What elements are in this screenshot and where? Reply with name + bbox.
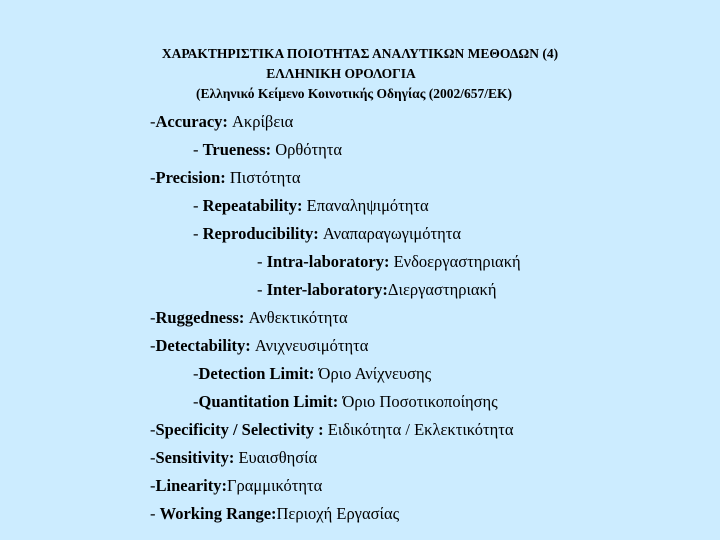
list-item-precision bbox=[150, 164, 301, 192]
list-item-detectability bbox=[150, 332, 368, 360]
item-greek: Γραμμικότητα bbox=[227, 476, 323, 495]
item-greek: Επαναληψιμότητα bbox=[302, 196, 429, 215]
slide-title bbox=[0, 44, 720, 104]
item-prefix: - bbox=[193, 140, 203, 159]
list-item-specificity-selectivity bbox=[150, 416, 514, 444]
item-greek: Περιοχή Εργασίας bbox=[276, 504, 400, 523]
item-prefix: - bbox=[150, 448, 156, 467]
item-term: Sensitivity: bbox=[155, 448, 235, 467]
item-greek: Ενδοεργαστηριακή bbox=[389, 252, 521, 271]
title-line-2: ΕΛΛΗΝΙΚΗ ΟΡΟΛΟΓΙΑ bbox=[266, 66, 416, 81]
item-prefix: - bbox=[150, 504, 160, 523]
item-prefix: - bbox=[257, 280, 267, 299]
item-term: Detectability: bbox=[155, 336, 251, 355]
item-term: Linearity: bbox=[155, 476, 227, 495]
item-prefix: - bbox=[193, 364, 199, 383]
item-term: Working Range: bbox=[159, 504, 277, 523]
item-term: Specificity / Selectivity : bbox=[155, 420, 324, 439]
list-item-accuracy bbox=[150, 108, 293, 136]
item-greek: Ευαισθησία bbox=[234, 448, 318, 467]
item-prefix: - bbox=[150, 476, 156, 495]
item-greek: Όριο Ποσοτικοποίησης bbox=[338, 392, 498, 411]
item-prefix: - bbox=[150, 168, 156, 187]
item-prefix: - bbox=[193, 196, 203, 215]
list-item-repeatability bbox=[193, 192, 429, 220]
item-prefix: - bbox=[193, 392, 199, 411]
title-line-1: ΧΑΡΑΚΤΗΡΙΣΤΙΚΑ ΠΟΙΟΤΗΤΑΣ ΑΝΑΛΥΤΙΚΩΝ ΜΕΘΟΔΩΝ (4) bbox=[161, 46, 559, 61]
list-item-quantitation-limit bbox=[193, 388, 498, 416]
item-term: Trueness: bbox=[202, 140, 272, 159]
item-term: Intra-laboratory: bbox=[266, 252, 390, 271]
item-greek: Ανιχνευσιμότητα bbox=[250, 336, 369, 355]
list-item-working-range bbox=[150, 500, 399, 528]
item-prefix: - bbox=[150, 112, 156, 131]
item-greek: Ακρίβεια bbox=[227, 112, 294, 131]
item-term: Precision: bbox=[155, 168, 226, 187]
item-greek: Ειδικότητα / Εκλεκτικότητα bbox=[323, 420, 514, 439]
list-item-ruggedness bbox=[150, 304, 348, 332]
item-greek: Ανθεκτικότητα bbox=[244, 308, 348, 327]
item-prefix: - bbox=[257, 252, 267, 271]
list-item-detection-limit bbox=[193, 360, 431, 388]
list-item-sensitivity bbox=[150, 444, 317, 472]
item-term: Ruggedness: bbox=[155, 308, 245, 327]
item-greek: Πιστότητα bbox=[225, 168, 301, 187]
item-prefix: - bbox=[150, 336, 156, 355]
title-line-3: (Ελληνικό Κείμενο Κοινοτικής Οδηγίας (2002/657/ΕΚ) bbox=[195, 86, 513, 101]
item-greek: Αναπαραγωγιμότητα bbox=[318, 224, 462, 243]
item-prefix: - bbox=[150, 308, 156, 327]
list-item-linearity bbox=[150, 472, 322, 500]
list-item-reproducibility bbox=[193, 220, 461, 248]
item-prefix: - bbox=[193, 224, 203, 243]
item-term: Reproducibility: bbox=[202, 224, 319, 243]
item-term: Inter-laboratory: bbox=[266, 280, 388, 299]
item-greek: Όριο Ανίχνευσης bbox=[314, 364, 432, 383]
item-term: Accuracy: bbox=[155, 112, 228, 131]
item-greek: Διεργαστηριακή bbox=[387, 280, 497, 299]
item-term: Repeatability: bbox=[202, 196, 303, 215]
item-term: Quantitation Limit: bbox=[198, 392, 339, 411]
item-greek: Ορθότητα bbox=[271, 140, 343, 159]
item-term: Detection Limit: bbox=[198, 364, 315, 383]
list-item-trueness bbox=[193, 136, 342, 164]
list-item-intra-laboratory bbox=[257, 248, 521, 276]
list-item-inter-laboratory bbox=[257, 276, 496, 304]
item-prefix: - bbox=[150, 420, 156, 439]
